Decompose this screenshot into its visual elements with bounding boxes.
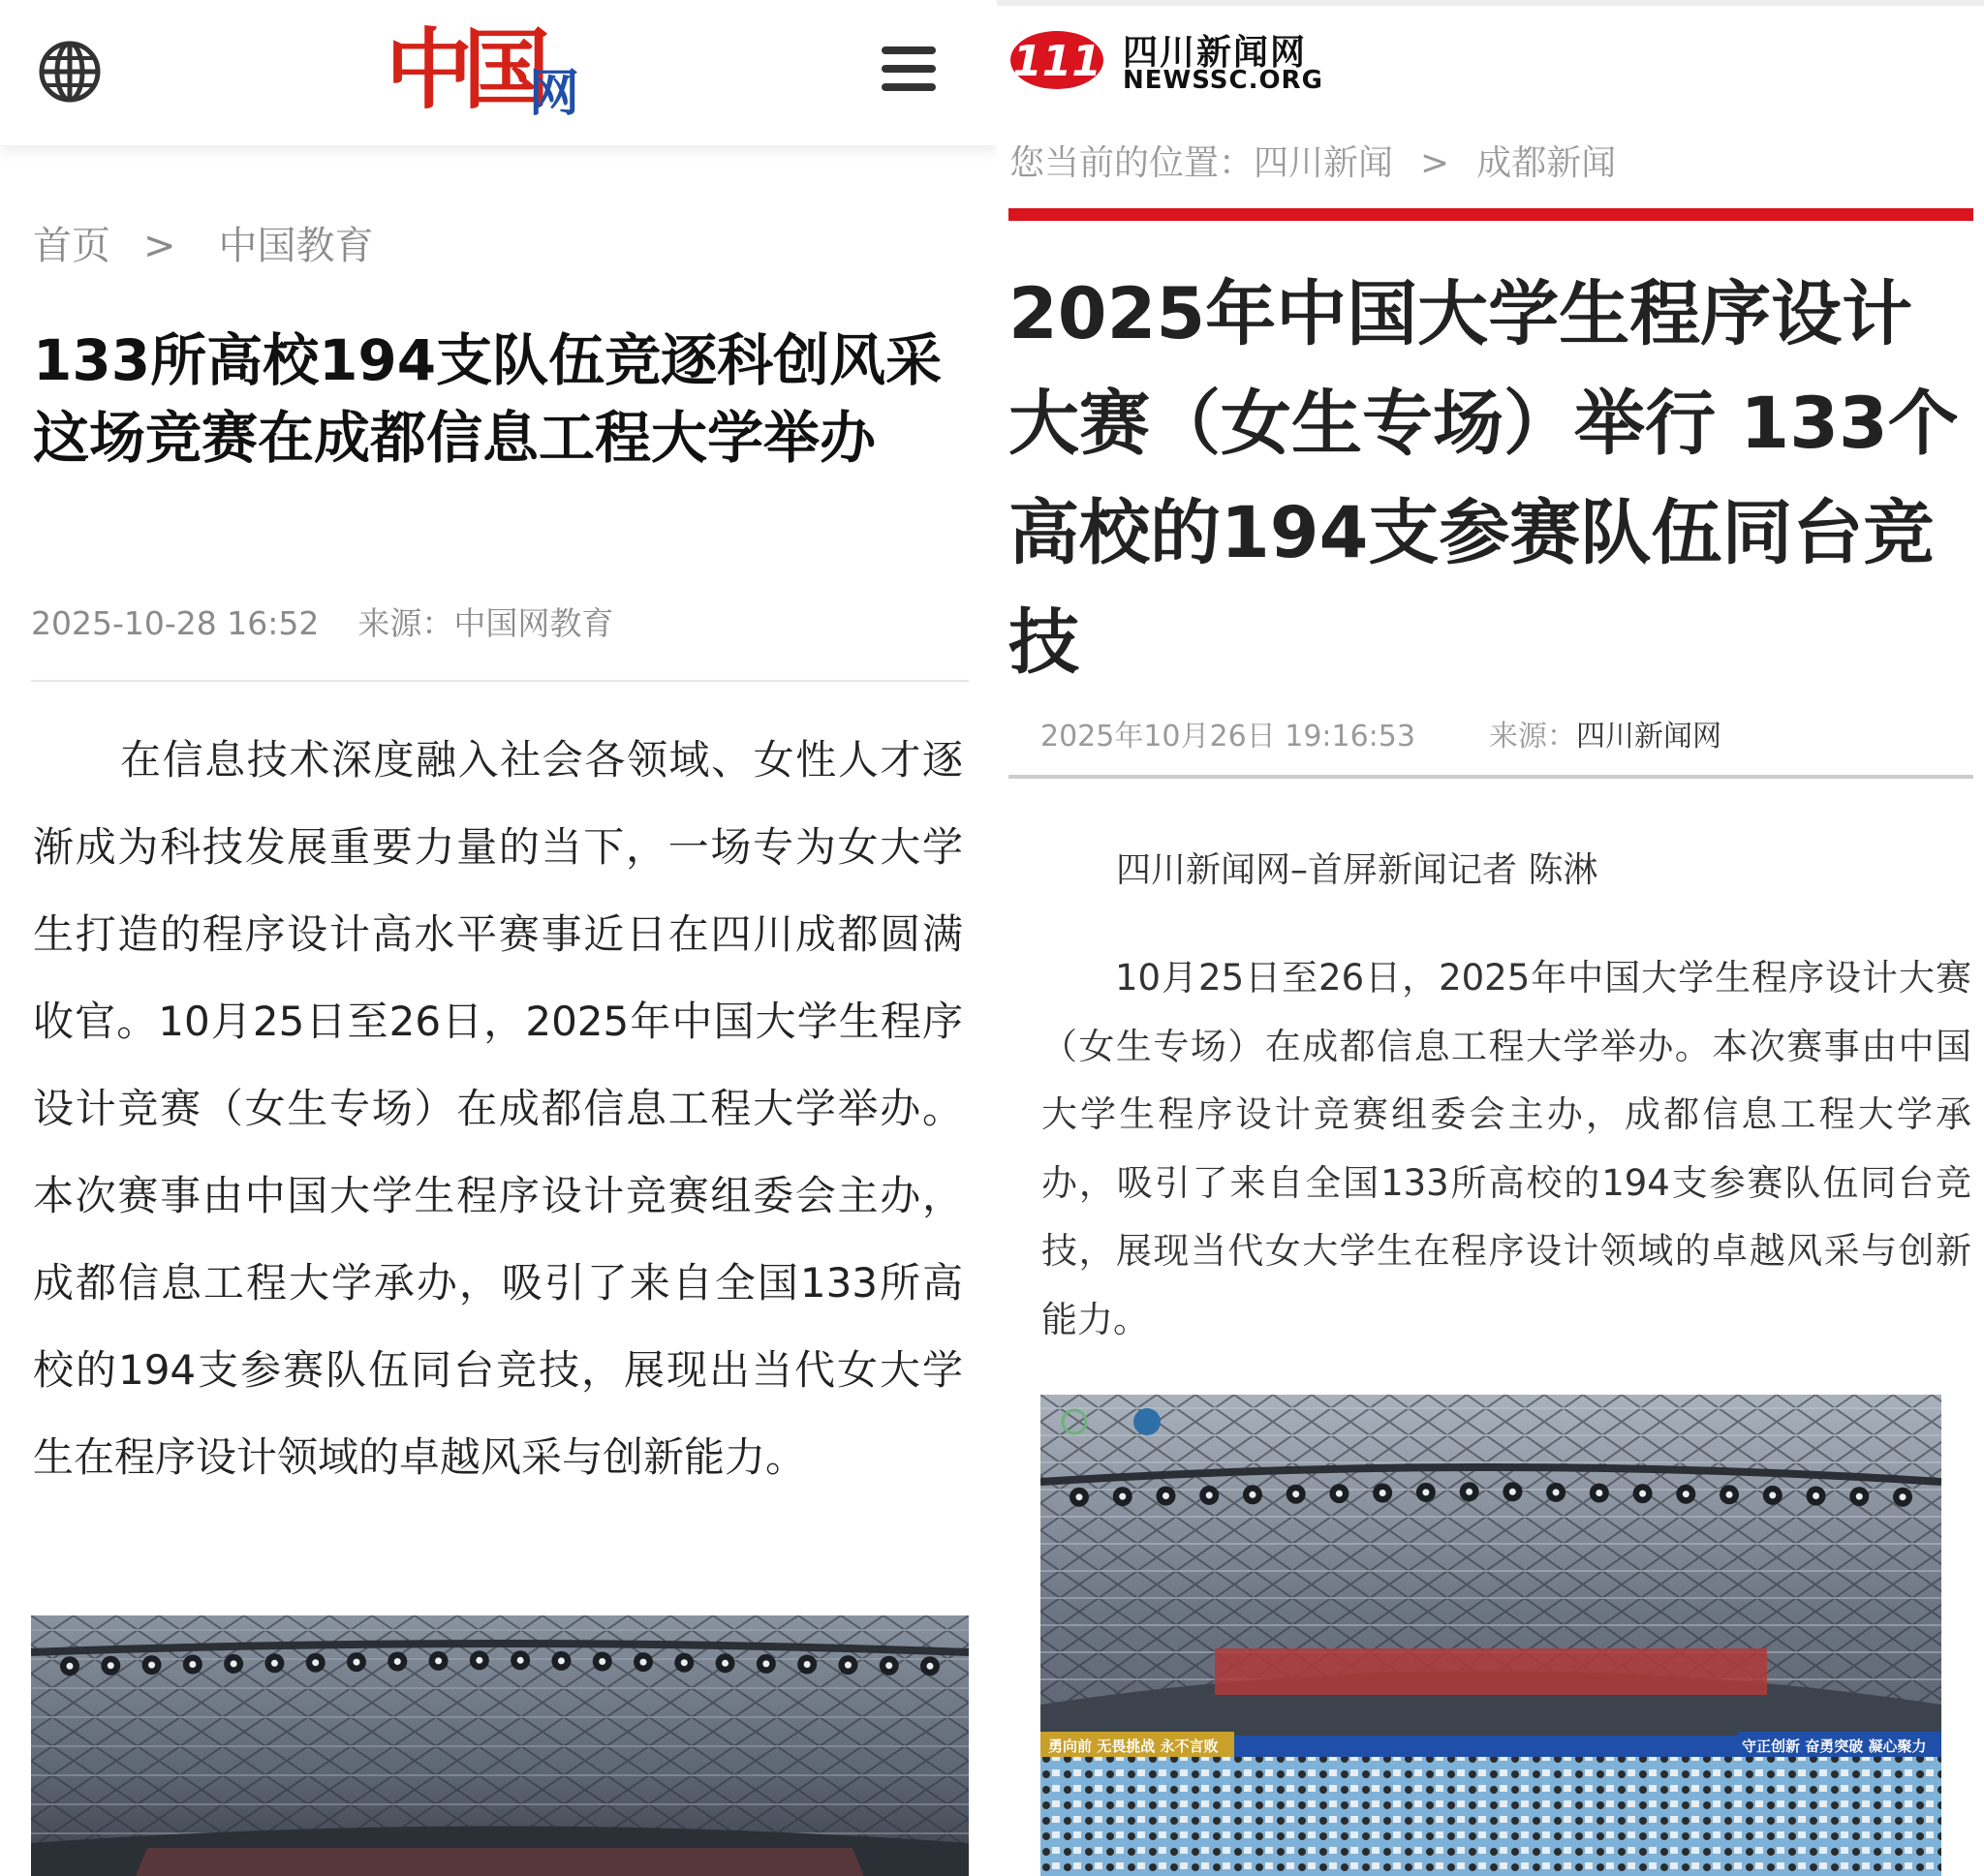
stage-light-glow	[1769, 1492, 1776, 1498]
stage-light-glow	[1466, 1489, 1472, 1495]
stage-light-glow	[1119, 1493, 1126, 1500]
stage-light-glow	[681, 1659, 688, 1666]
newssc-logo-mark-icon	[1008, 25, 1105, 93]
breadcrumb-separator: >	[143, 224, 176, 268]
publish-date: 2025年10月26日 19:16:53	[1040, 720, 1415, 753]
svg-text:111: 111	[1012, 37, 1101, 86]
china-net-logo[interactable]	[386, 17, 579, 126]
stage-light-glow	[1249, 1492, 1256, 1498]
stage-light-glow	[722, 1660, 728, 1667]
article-title: 2025年中国大学生程序设计大赛（女生专场）举行 133个高校的194支参赛队伍同台竞技	[1008, 273, 1959, 684]
article-title: 133所高校194支队伍竞逐科创风采 这场竞赛在成都信息工程大学举办	[33, 327, 943, 471]
stage-light-glow	[517, 1657, 524, 1664]
stage-light-glow	[1206, 1492, 1213, 1498]
article-meta	[31, 599, 613, 644]
globe-icon[interactable]	[37, 39, 103, 105]
article-meta	[1040, 712, 1721, 754]
article-body: 在信息技术深度融入社会各领域、女性人才逐渐成为科技发展重要力量的当下，一场专为女大学生打造的程序设计高水平赛事近日在四川成都圆满收官。10月25日至26日，2025年中国大学生程序设计竞赛（女生专场）在成都信息工程大学举办。本次赛事由中国大学生程序设计竞赛组委会主办，成都信息工程大学承办，吸引了来自全国133所高校的194支参赛队伍同台竞技，展现出当代女大学生在程序设计领域的卓越风采与创新能力。	[33, 736, 963, 1481]
logo-chinese: 四川新闻网	[1123, 33, 1308, 73]
article-byline: 四川新闻网–首屏新闻记者 陈淋	[1116, 850, 1598, 890]
divider	[31, 680, 969, 682]
article-source: 来源：中国网教育	[357, 604, 614, 642]
newssc-article-panel	[997, 0, 1984, 1876]
breadcrumb	[1009, 136, 1616, 185]
breadcrumb-home-link[interactable]: 首页	[33, 224, 110, 268]
stage-light-glow	[354, 1659, 360, 1666]
stage-light-glow	[231, 1660, 237, 1667]
stage-light-glow	[762, 1660, 769, 1667]
breadcrumb	[33, 215, 374, 270]
stage-light-glow	[394, 1658, 401, 1665]
stage-light-glow	[885, 1662, 892, 1669]
article-photo	[31, 1615, 969, 1876]
banner-right-text: 守正创新 奋勇突破 凝心聚力	[1742, 1738, 1927, 1755]
title-accent-bar	[1008, 208, 1973, 221]
stage-light-glow	[1336, 1491, 1343, 1497]
divider	[1008, 775, 1973, 779]
stage-light-glow	[1076, 1493, 1083, 1500]
logo-english: NEWSSC.ORG	[1123, 66, 1323, 95]
top-border	[997, 0, 1984, 6]
breadcrumb-section-link[interactable]: 中国教育	[218, 224, 374, 268]
stage-light-glow	[927, 1663, 934, 1670]
stage-light-glow	[1509, 1489, 1516, 1495]
stage-light-glow	[640, 1659, 647, 1666]
menu-icon[interactable]	[882, 46, 936, 91]
stage-light-glow	[67, 1663, 74, 1670]
stage-light-glow	[271, 1660, 278, 1667]
stage-light-glow	[1422, 1489, 1429, 1495]
breadcrumb-subsection-link[interactable]: 成都新闻	[1476, 143, 1617, 183]
stage-light-glow	[1683, 1491, 1690, 1497]
stage-light-glow	[1639, 1491, 1646, 1497]
stage-light-glow	[1726, 1492, 1733, 1498]
stage-light-glow	[312, 1659, 319, 1666]
banner-left-text: 勇向前 无畏挑战 永不言败	[1048, 1738, 1219, 1755]
stage-light-glow	[1380, 1490, 1386, 1496]
breadcrumb-section-link[interactable]: 四川新闻	[1254, 143, 1394, 183]
stage-light-glow	[1856, 1493, 1863, 1500]
stage-light-glow	[599, 1658, 605, 1665]
breadcrumb-separator: >	[1420, 143, 1450, 183]
stage-light-glow	[1900, 1493, 1906, 1500]
stage-light-glow	[1813, 1492, 1819, 1499]
stage-light-glow	[1292, 1491, 1299, 1497]
stage-light-glow	[1596, 1490, 1602, 1496]
stage-light-glow	[804, 1661, 811, 1668]
stage-light-glow	[148, 1662, 155, 1669]
stage-light-glow	[476, 1657, 482, 1664]
stage-light-glow	[1553, 1489, 1560, 1495]
source-label: 来源：	[1488, 720, 1576, 753]
article-photo	[1040, 1395, 1941, 1876]
stage-light-glow	[845, 1662, 852, 1669]
stage-light-glow	[189, 1661, 196, 1668]
article-body: 10月25日至26日，2025年中国大学生程序设计大赛（女生专场）在成都信息工程大学举办。本次赛事由中国大学生程序设计竞赛组委会主办，成都信息工程大学承办，吸引了来自全国133所高校的194支参赛队伍同台竞技，展现当代女大学生在程序设计领域的卓越风采与创新能力。	[1041, 957, 1971, 1340]
newssc-logo[interactable]	[1008, 23, 1328, 97]
stage-light-glow	[108, 1662, 114, 1669]
breadcrumb-label: 您当前的位置：	[1009, 143, 1255, 183]
site-header	[0, 0, 997, 145]
stage-light-glow	[1162, 1492, 1169, 1499]
logo-text: 中国	[386, 18, 541, 121]
article-source: 四川新闻网	[1575, 720, 1721, 753]
publish-date: 2025-10-28 16:52	[31, 604, 320, 642]
stage-light-glow	[435, 1657, 442, 1664]
logo-suffix: 网	[529, 65, 580, 123]
stage-light-glow	[558, 1657, 565, 1664]
